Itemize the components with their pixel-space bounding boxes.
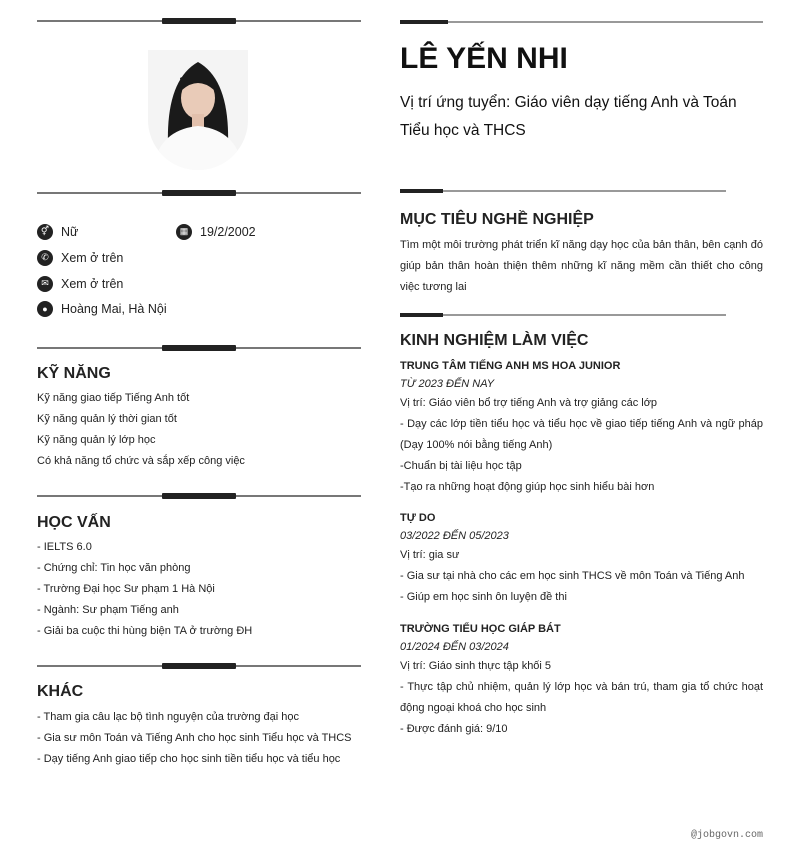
phone-icon: ✆ [37,250,53,266]
gender: ⚥ Nữ [37,219,177,244]
location-icon: ● [37,301,53,317]
phone: ✆ Xem ở trên [37,245,123,270]
education-list: - IELTS 6.0 - Chứng chỉ: Tin học văn phòng - Trường Đại học Sư phạm 1 Hà Nội - Ngành: Sư phạm Tiếng anh - Giải ba cuộc thi hùng biện TA ở trường ĐH [37,541,253,637]
divider [37,192,361,194]
skills-list: Kỹ năng giao tiếp Tiếng Anh tốt Kỹ năng quản lý thời gian tốt Kỹ năng quản lý lớp học Có khả năng tổ chức và sắp xếp công việc [37,392,245,467]
job-3: TRƯỜNG TIỂU HỌC GIÁP BÁT 01/2024 ĐẾN 03/2024 Vị trí: Giáo sinh thực tập khối 5 - Thực tập chủ nhiệm, quản lý lớp học và bán trú, tham gia tổ chức hoạt động ngoại khoá cho học sinh - Được đánh giá: 9/10 [400,623,763,735]
full-name: LÊ YẾN NHI [400,42,568,75]
divider [37,347,361,349]
dob: ▦ 19/2/2002 [176,219,256,244]
gender-icon: ⚥ [37,224,53,240]
skills-title: KỸ NĂNG [37,365,111,382]
email: ✉ Xem ở trên [37,271,123,296]
job-2: TỰ DO 03/2022 ĐẾN 05/2023 Vị trí: gia sư - Gia sư tại nhà cho các em học sinh THCS về môn Toán và Tiếng Anh - Giúp em học sinh ôn luyện đề thi [400,512,745,603]
divider [400,190,726,192]
divider [400,314,726,316]
address: ● Hoàng Mai, Hà Nội [37,296,167,321]
objective-text: Tìm một môi trường phát triển kĩ năng dạy học của bản thân, bên cạnh đó giúp bản thân hoàn thiện thêm những kĩ năng mềm cần thiết cho công việc tương lai [400,239,763,293]
other-title: KHÁC [37,683,84,700]
calendar-icon: ▦ [176,224,192,240]
position: Vị trí ứng tuyển: Giáo viên dạy tiếng Anh và Toán Tiểu học và THCS [400,94,737,139]
experience-title: KINH NGHIỆM LÀM VIỆC [400,332,589,349]
watermark: @jobgovn.com [690,830,763,841]
avatar [148,50,248,170]
divider [400,21,763,23]
education-title: HỌC VẤN [37,514,111,531]
job-1: TRUNG TÂM TIẾNG ANH MS HOA JUNIOR TỪ 2023 ĐẾN NAY Vị trí: Giáo viên bổ trợ tiếng Anh và trợ giảng các lớp - Dạy các lớp tiền tiểu học và tiểu học về giao tiếp tiếng Anh và ngữ pháp (Dạy 100% nói bằng tiếng Anh) -Chuẩn bị tài liệu học tập -Tạo ra những hoạt động giúp học sinh hiểu bài hơn [400,360,763,493]
email-icon: ✉ [37,276,53,292]
other-list: - Tham gia câu lạc bộ tình nguyện của trường đại học - Gia sư môn Toán và Tiếng Anh cho học sinh Tiểu học và THCS - Dạy tiếng Anh giao tiếp cho học sinh tiền tiểu học và tiểu học [37,711,352,765]
divider [37,495,361,497]
divider [37,20,361,22]
objective-title: MỤC TIÊU NGHỀ NGHIỆP [400,211,594,228]
divider [37,665,361,667]
